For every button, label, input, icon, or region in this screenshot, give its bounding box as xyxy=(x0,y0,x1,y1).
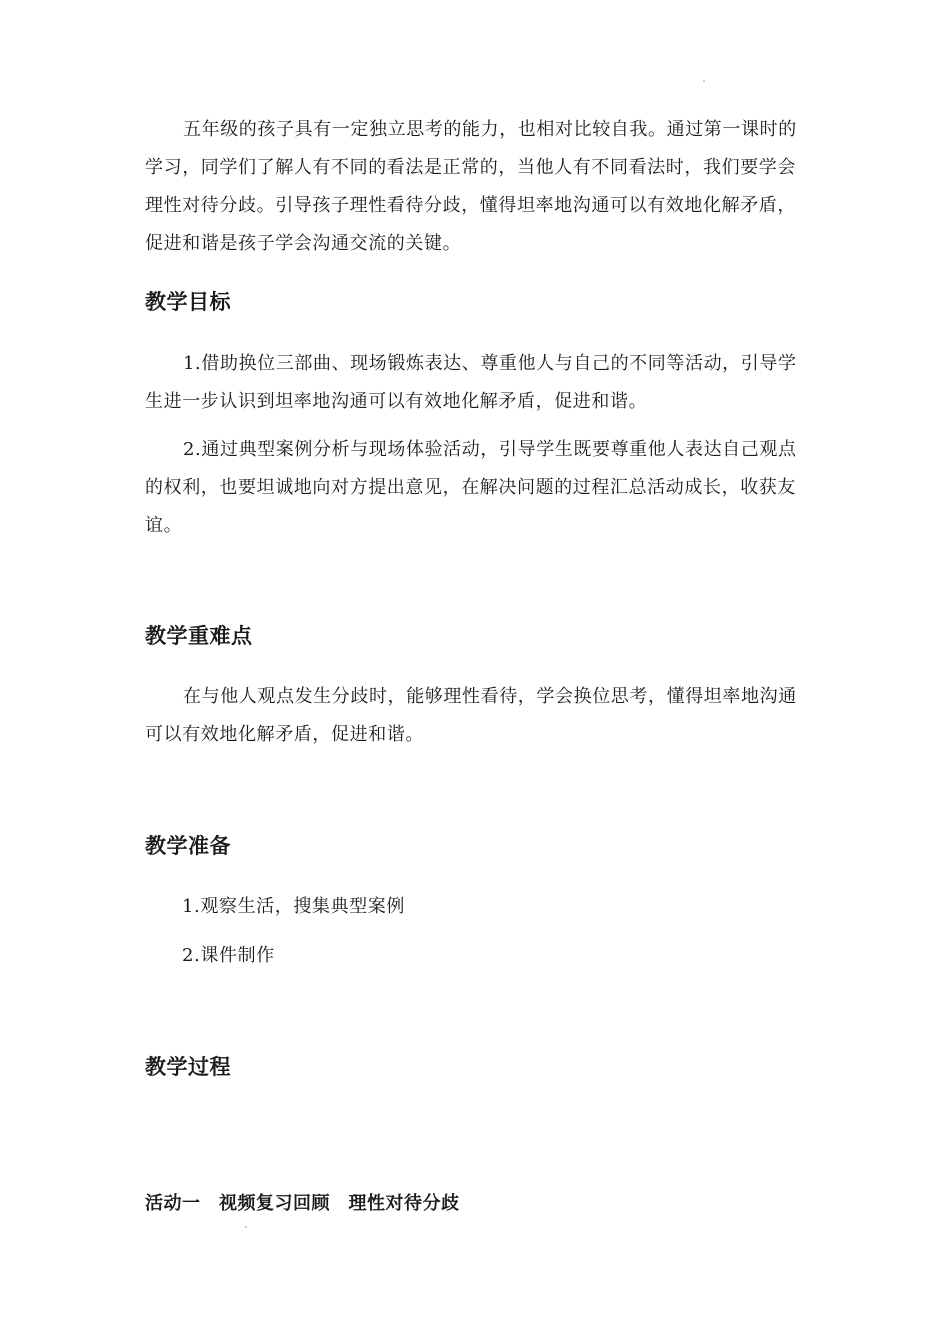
preparation-item-2: 2.课件制作 xyxy=(182,945,275,966)
scan-speck xyxy=(703,80,705,82)
objective-item-2: 2.通过典型案例分析与现场体验活动，引导学生既要尊重他人表达自己观点的权利，也要坦诚地向对方提出意见，在解决问题的过程汇总活动成长，收获友谊。 xyxy=(145,439,797,536)
objectives-heading: 教学目标 xyxy=(145,290,231,314)
scan-speck xyxy=(245,1226,247,1228)
process-heading: 教学过程 xyxy=(145,1055,231,1079)
key-points-paragraph: 在与他人观点发生分歧时，能够理性看待，学会换位思考，懂得坦率地沟通可以有效地化解矛盾，促进和谐。 xyxy=(145,686,797,745)
preparation-heading: 教学准备 xyxy=(145,834,231,858)
key-points-heading: 教学重难点 xyxy=(145,624,253,648)
activity-one-title: 活动一 视频复习回顾 理性对待分歧 xyxy=(145,1193,460,1214)
objective-item-1: 1.借助换位三部曲、现场锻炼表达、尊重他人与自己的不同等活动，引导学生进一步认识到坦率地沟通可以有效地化解矛盾，促进和谐。 xyxy=(145,353,797,412)
intro-paragraph: 五年级的孩子具有一定独立思考的能力，也相对比较自我。通过第一课时的学习，同学们了解人有不同的看法是正常的，当他人有不同看法时，我们要学会理性对待分歧。引导孩子理性看待分歧，懂得坦率地沟通可以有效地化解矛盾，促进和谐是孩子学会沟通交流的关键。 xyxy=(145,119,797,254)
preparation-item-1: 1.观察生活，搜集典型案例 xyxy=(182,896,405,917)
